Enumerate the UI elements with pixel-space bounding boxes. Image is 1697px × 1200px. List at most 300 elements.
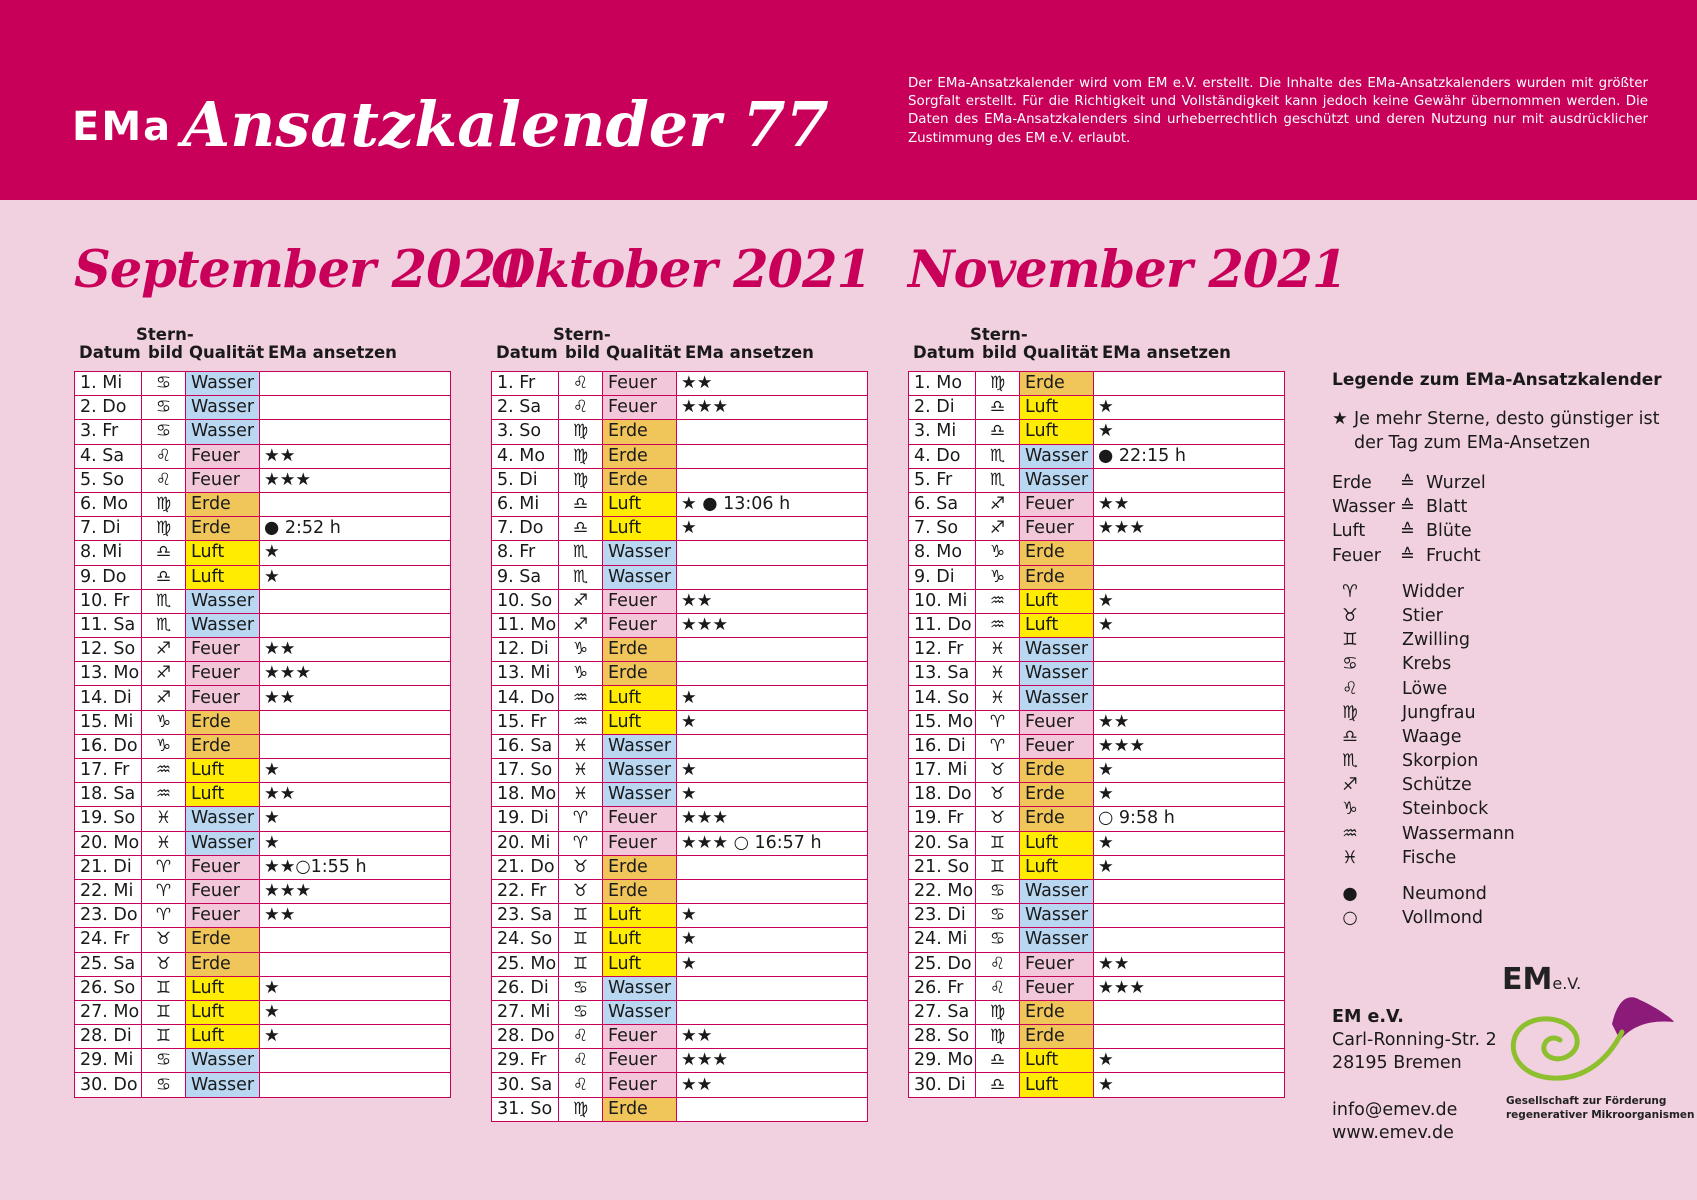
zodiac-name: Stier: [1402, 605, 1443, 626]
zodiac-cell: ♉: [976, 783, 1020, 807]
col-header-sternbild-top: Stern-: [553, 325, 611, 344]
ansetzen-cell: ● 2:52 h: [260, 517, 451, 541]
quality-cell: Wasser: [186, 1073, 260, 1097]
disclaimer-text: Der EMa-Ansatzkalender wird vom EM e.V. erstellt. Die Inhalte des EMa-Ansatzkalenders wurden mit größter Sorgfalt erstellt. Für die Richtigkeit und Vollständigkeit kann jedoch keine Gewähr übernommen werden. Die Daten des EMa-Ansatzkalenders sind urheberrechtlich geschützt und deren Nutzung nur mit ausdrücklicher Zustimmung des EM e.V. erlaubt.: [908, 76, 1648, 146]
col-header-datum: Datum: [79, 343, 141, 362]
zodiac-cell: ♍: [559, 420, 603, 444]
zodiac-name: Widder: [1402, 581, 1464, 602]
table-row: [492, 444, 868, 468]
table-row: [909, 662, 1285, 686]
date-cell: 10. Mi: [909, 589, 976, 613]
quality-cell: Feuer: [186, 855, 260, 879]
table-row: [75, 589, 451, 613]
date-cell: 13. Mi: [492, 662, 559, 686]
table-row: [492, 807, 868, 831]
zodiac-icon: ♉: [1342, 605, 1358, 626]
table-row: [492, 904, 868, 928]
quality-cell: Wasser: [1020, 904, 1094, 928]
table-row: [75, 855, 451, 879]
date-cell: 25. Do: [909, 952, 976, 976]
table-row: [909, 565, 1285, 589]
quality-cell: Wasser: [186, 396, 260, 420]
quality-cell: Feuer: [186, 638, 260, 662]
date-cell: 1. Mi: [75, 372, 142, 396]
zodiac-cell: ♎: [976, 1073, 1020, 1097]
zodiac-cell: ♍: [142, 492, 186, 516]
quality-cell: Feuer: [1020, 976, 1094, 1000]
date-cell: 14. Do: [492, 686, 559, 710]
ansetzen-cell: [1094, 372, 1285, 396]
date-cell: 17. Fr: [75, 759, 142, 783]
month-title: Oktober 2021: [491, 240, 872, 300]
date-cell: 11. Sa: [75, 613, 142, 637]
col-header-ansetzen: EMa ansetzen: [268, 343, 397, 362]
legend-sign-row: [1332, 701, 1672, 725]
quality-cell: Luft: [186, 976, 260, 1000]
quality-cell: Luft: [603, 686, 677, 710]
quality-cell: Feuer: [1020, 492, 1094, 516]
zodiac-cell: ♌: [559, 1073, 603, 1097]
legend-element-row: [1332, 544, 1672, 568]
table-row: [492, 759, 868, 783]
date-cell: 12. Di: [492, 638, 559, 662]
table-row: [909, 710, 1285, 734]
table-row: [909, 468, 1285, 492]
table-row: [492, 1000, 868, 1024]
date-cell: 23. Di: [909, 904, 976, 928]
date-cell: 18. Mo: [492, 783, 559, 807]
quality-cell: Wasser: [186, 589, 260, 613]
table-row: [492, 686, 868, 710]
ansetzen-cell: ★: [677, 928, 868, 952]
date-cell: 2. Do: [75, 396, 142, 420]
zodiac-cell: ♉: [142, 952, 186, 976]
zodiac-cell: ♑: [976, 541, 1020, 565]
table-row: [909, 976, 1285, 1000]
zodiac-cell: ♊: [142, 1025, 186, 1049]
ansetzen-cell: [677, 1000, 868, 1024]
logo-text: [1502, 962, 1581, 997]
table-row: [75, 396, 451, 420]
legend-star-note: [1332, 407, 1672, 455]
date-cell: 25. Sa: [75, 952, 142, 976]
date-cell: 9. Di: [909, 565, 976, 589]
quality-cell: Erde: [1020, 1025, 1094, 1049]
legend-element-row: [1332, 471, 1672, 495]
zodiac-cell: ♎: [976, 1049, 1020, 1073]
legend-sign-row: [1332, 773, 1672, 797]
table-row: [75, 517, 451, 541]
quality-cell: Wasser: [186, 831, 260, 855]
zodiac-cell: ♋: [559, 1000, 603, 1024]
table-row: [75, 1025, 451, 1049]
zodiac-cell: ♐: [142, 686, 186, 710]
zodiac-name: Krebs: [1402, 654, 1452, 675]
legend-sign-row: [1332, 797, 1672, 821]
quality-cell: Luft: [1020, 589, 1094, 613]
legend-title: Legende zum EMa-Ansatzkalender: [1332, 370, 1662, 390]
col-header-sternbild-top: Stern-: [970, 325, 1028, 344]
ansetzen-cell: [260, 372, 451, 396]
ansetzen-cell: [260, 734, 451, 758]
table-row: [492, 952, 868, 976]
ansetzen-cell: [260, 492, 451, 516]
ansetzen-cell: ★: [677, 759, 868, 783]
legend-element-meaning: Blatt: [1426, 497, 1468, 518]
ansetzen-cell: [677, 541, 868, 565]
date-cell: 5. So: [75, 468, 142, 492]
date-cell: 30. Do: [75, 1073, 142, 1097]
legend-element-name: Erde: [1332, 473, 1372, 493]
date-cell: 22. Fr: [492, 879, 559, 903]
zodiac-cell: ♈: [976, 734, 1020, 758]
table-row: [909, 855, 1285, 879]
date-cell: 15. Mi: [75, 710, 142, 734]
date-cell: 30. Sa: [492, 1073, 559, 1097]
ansetzen-cell: ★★: [677, 372, 868, 396]
col-header-qualitaet: Qualität: [606, 343, 682, 362]
table-row: [75, 565, 451, 589]
zodiac-cell: ♓: [976, 686, 1020, 710]
date-cell: 27. Mo: [75, 1000, 142, 1024]
quality-cell: Feuer: [603, 831, 677, 855]
quality-cell: Feuer: [603, 372, 677, 396]
quality-cell: Feuer: [186, 904, 260, 928]
quality-cell: Luft: [603, 952, 677, 976]
zodiac-cell: ♍: [559, 444, 603, 468]
quality-cell: Feuer: [603, 1049, 677, 1073]
table-row: [492, 1097, 868, 1121]
table-row: [909, 444, 1285, 468]
zodiac-cell: ♒: [142, 759, 186, 783]
quality-cell: Luft: [186, 759, 260, 783]
zodiac-cell: ♍: [976, 1000, 1020, 1024]
date-cell: 26. So: [75, 976, 142, 1000]
email-link[interactable]: info@emev.de: [1332, 1100, 1458, 1120]
ansetzen-cell: [1094, 1025, 1285, 1049]
date-cell: 3. Mi: [909, 420, 976, 444]
table-row: [75, 541, 451, 565]
zodiac-icon: ♋: [1342, 654, 1358, 675]
quality-cell: Luft: [186, 1000, 260, 1024]
date-cell: 25. Mo: [492, 952, 559, 976]
table-row: [75, 613, 451, 637]
zodiac-cell: ♐: [976, 492, 1020, 516]
ansetzen-cell: ★: [260, 807, 451, 831]
zodiac-name: Fische: [1402, 847, 1457, 868]
table-row: [909, 396, 1285, 420]
table-row: [909, 1049, 1285, 1073]
ansetzen-cell: ★: [1094, 613, 1285, 637]
zodiac-name: Zwilling: [1402, 630, 1470, 651]
quality-cell: Erde: [603, 420, 677, 444]
date-cell: 3. Fr: [75, 420, 142, 444]
quality-cell: Wasser: [186, 420, 260, 444]
quality-cell: Erde: [603, 468, 677, 492]
zodiac-cell: ♑: [559, 662, 603, 686]
ansetzen-cell: [677, 976, 868, 1000]
table-row: [909, 783, 1285, 807]
legend-sign-row: [1332, 846, 1672, 870]
col-header-datum: Datum: [496, 343, 558, 362]
table-row: [909, 517, 1285, 541]
legend-element-meaning: Wurzel: [1426, 473, 1486, 493]
table-row: [909, 372, 1285, 396]
legend-star-text: Je mehr Sterne, desto günstiger ist der Tag zum EMa-Ansetzen: [1354, 409, 1660, 453]
zodiac-icon: ♌: [1342, 678, 1358, 699]
zodiac-cell: ♎: [976, 420, 1020, 444]
zodiac-icon: ♐: [1342, 775, 1358, 796]
quality-cell: Luft: [186, 1025, 260, 1049]
zodiac-cell: ♋: [976, 904, 1020, 928]
ansetzen-cell: ★: [677, 952, 868, 976]
zodiac-cell: ♌: [559, 1049, 603, 1073]
quality-cell: Wasser: [603, 976, 677, 1000]
table-row: [909, 541, 1285, 565]
table-row: [909, 589, 1285, 613]
quality-cell: Feuer: [1020, 710, 1094, 734]
table-row: [492, 541, 868, 565]
quality-cell: Luft: [1020, 396, 1094, 420]
date-cell: 30. Di: [909, 1073, 976, 1097]
month-table: [908, 371, 1285, 1098]
zodiac-cell: ♎: [142, 541, 186, 565]
city: 28195 Bremen: [1332, 1053, 1462, 1073]
quality-cell: Luft: [603, 492, 677, 516]
quality-cell: Erde: [603, 638, 677, 662]
table-row: [492, 638, 868, 662]
date-cell: 10. So: [492, 589, 559, 613]
ansetzen-cell: [260, 613, 451, 637]
legend-sign-row: [1332, 628, 1672, 652]
ansetzen-cell: [260, 420, 451, 444]
date-cell: 27. Sa: [909, 1000, 976, 1024]
date-cell: 31. So: [492, 1097, 559, 1121]
zodiac-cell: ♓: [559, 783, 603, 807]
quality-cell: Luft: [1020, 1049, 1094, 1073]
table-row: [909, 952, 1285, 976]
date-cell: 21. Di: [75, 855, 142, 879]
date-cell: 18. Do: [909, 783, 976, 807]
table-row: [909, 831, 1285, 855]
quality-cell: Luft: [603, 904, 677, 928]
quality-cell: Luft: [186, 783, 260, 807]
ansetzen-cell: ★: [1094, 420, 1285, 444]
ansetzen-cell: ★★○1:55 h: [260, 855, 451, 879]
legend-sign-row: [1332, 677, 1672, 701]
date-cell: 9. Do: [75, 565, 142, 589]
date-cell: 26. Fr: [909, 976, 976, 1000]
date-cell: 23. Sa: [492, 904, 559, 928]
quality-cell: Luft: [603, 517, 677, 541]
table-row: [492, 1049, 868, 1073]
col-header-sternbild-bottom: bild: [148, 343, 183, 362]
date-cell: 2. Di: [909, 396, 976, 420]
table-row: [75, 807, 451, 831]
ansetzen-cell: [677, 638, 868, 662]
quality-cell: Erde: [603, 662, 677, 686]
col-header-datum: Datum: [913, 343, 975, 362]
ansetzen-cell: ★★: [260, 686, 451, 710]
address-block: [1332, 1006, 1497, 1145]
date-cell: 29. Mo: [909, 1049, 976, 1073]
date-cell: 19. Di: [492, 807, 559, 831]
zodiac-cell: ♓: [976, 638, 1020, 662]
date-cell: 22. Mi: [75, 879, 142, 903]
zodiac-cell: ♋: [142, 372, 186, 396]
table-row: [75, 734, 451, 758]
quality-cell: Feuer: [603, 396, 677, 420]
quality-cell: Wasser: [603, 734, 677, 758]
website-link[interactable]: www.emev.de: [1332, 1123, 1454, 1143]
date-cell: 4. Do: [909, 444, 976, 468]
date-cell: 24. Mi: [909, 928, 976, 952]
date-cell: 14. Di: [75, 686, 142, 710]
zodiac-cell: ♑: [142, 710, 186, 734]
ansetzen-cell: ★: [1094, 855, 1285, 879]
legend-elements: [1332, 471, 1672, 568]
ansetzen-cell: [1094, 468, 1285, 492]
table-row: [492, 831, 868, 855]
table-row: [75, 638, 451, 662]
ansetzen-cell: ★: [1094, 759, 1285, 783]
zodiac-cell: ♌: [976, 952, 1020, 976]
ansetzen-cell: ★★: [260, 638, 451, 662]
zodiac-cell: ♌: [142, 444, 186, 468]
zodiac-cell: ♐: [559, 613, 603, 637]
zodiac-name: Schütze: [1402, 775, 1472, 796]
date-cell: 11. Mo: [492, 613, 559, 637]
ansetzen-cell: [677, 565, 868, 589]
quality-cell: Erde: [1020, 541, 1094, 565]
zodiac-cell: ♉: [559, 879, 603, 903]
table-row: [492, 420, 868, 444]
table-row: [75, 710, 451, 734]
table-row: [492, 372, 868, 396]
zodiac-cell: ♋: [559, 976, 603, 1000]
zodiac-cell: ♏: [559, 565, 603, 589]
date-cell: 29. Mi: [75, 1049, 142, 1073]
zodiac-cell: ♌: [559, 1025, 603, 1049]
table-row: [492, 396, 868, 420]
ansetzen-cell: ★: [260, 1000, 451, 1024]
quality-cell: Erde: [1020, 372, 1094, 396]
date-cell: 5. Fr: [909, 468, 976, 492]
ansetzen-cell: ★★★: [1094, 976, 1285, 1000]
table-row: [75, 879, 451, 903]
ansetzen-cell: [260, 1073, 451, 1097]
table-row: [75, 783, 451, 807]
ansetzen-cell: [1094, 1000, 1285, 1024]
quality-cell: Wasser: [603, 1000, 677, 1024]
legend-sign-row: [1332, 652, 1672, 676]
zodiac-cell: ♐: [142, 638, 186, 662]
table-row: [492, 855, 868, 879]
date-cell: 8. Mi: [75, 541, 142, 565]
zodiac-cell: ♓: [142, 807, 186, 831]
ansetzen-cell: ★★★: [677, 1049, 868, 1073]
zodiac-cell: ♊: [559, 952, 603, 976]
quality-cell: Feuer: [186, 879, 260, 903]
table-row: [75, 928, 451, 952]
col-header-qualitaet: Qualität: [1023, 343, 1099, 362]
date-cell: 16. Di: [909, 734, 976, 758]
logo-subtitle-line1: Gesellschaft zur Förderung: [1506, 1095, 1667, 1107]
date-cell: 22. Mo: [909, 879, 976, 903]
quality-cell: Wasser: [1020, 879, 1094, 903]
ansetzen-cell: ★: [260, 831, 451, 855]
legend-moons: [1332, 882, 1672, 930]
zodiac-cell: ♈: [142, 904, 186, 928]
date-cell: 21. So: [909, 855, 976, 879]
date-cell: 7. Di: [75, 517, 142, 541]
table-row: [492, 517, 868, 541]
quality-cell: Erde: [1020, 1000, 1094, 1024]
ansetzen-cell: [1094, 662, 1285, 686]
zodiac-cell: ♎: [559, 492, 603, 516]
date-cell: 8. Fr: [492, 541, 559, 565]
ansetzen-cell: ★: [1094, 1073, 1285, 1097]
ansetzen-cell: ★: [260, 541, 451, 565]
table-row: [75, 831, 451, 855]
quality-cell: Wasser: [1020, 928, 1094, 952]
quality-cell: Erde: [603, 879, 677, 903]
table-row: [909, 904, 1285, 928]
date-cell: 10. Fr: [75, 589, 142, 613]
zodiac-cell: ♐: [142, 662, 186, 686]
zodiac-cell: ♍: [976, 372, 1020, 396]
quality-cell: Feuer: [603, 1025, 677, 1049]
quality-cell: Wasser: [186, 613, 260, 637]
quality-cell: Luft: [1020, 613, 1094, 637]
date-cell: 18. Sa: [75, 783, 142, 807]
quality-cell: Feuer: [1020, 517, 1094, 541]
quality-cell: Wasser: [603, 541, 677, 565]
date-cell: 7. Do: [492, 517, 559, 541]
ansetzen-cell: [1094, 638, 1285, 662]
table-row: [909, 759, 1285, 783]
zodiac-cell: ♋: [976, 928, 1020, 952]
zodiac-cell: ♒: [559, 710, 603, 734]
ansetzen-cell: ★★: [677, 1073, 868, 1097]
date-cell: 9. Sa: [492, 565, 559, 589]
table-row: [909, 638, 1285, 662]
month-table: [491, 371, 868, 1122]
ansetzen-cell: [260, 952, 451, 976]
table-row: [909, 928, 1285, 952]
col-header-sternbild-top: Stern-: [136, 325, 194, 344]
zodiac-cell: ♈: [559, 807, 603, 831]
zodiac-cell: ♍: [976, 1025, 1020, 1049]
zodiac-cell: ♒: [976, 589, 1020, 613]
zodiac-cell: ♋: [142, 1049, 186, 1073]
table-row: [75, 976, 451, 1000]
zodiac-cell: ♓: [976, 662, 1020, 686]
zodiac-cell: ♑: [142, 734, 186, 758]
ansetzen-cell: [1094, 928, 1285, 952]
date-cell: 11. Do: [909, 613, 976, 637]
date-cell: 14. So: [909, 686, 976, 710]
date-cell: 24. Fr: [75, 928, 142, 952]
ansetzen-cell: ★★: [1094, 492, 1285, 516]
table-row: [492, 1025, 868, 1049]
zodiac-cell: ♑: [976, 565, 1020, 589]
legend-sign-row: [1332, 822, 1672, 846]
zodiac-name: Skorpion: [1402, 751, 1479, 772]
quality-cell: Luft: [1020, 831, 1094, 855]
zodiac-cell: ♊: [559, 928, 603, 952]
table-row: [75, 1000, 451, 1024]
